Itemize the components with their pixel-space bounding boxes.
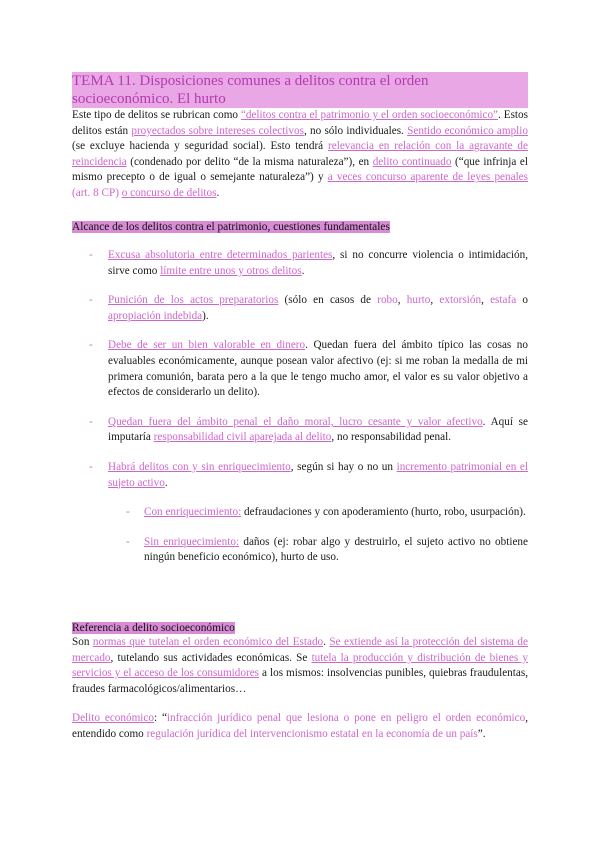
link-delito-economico[interactable]: Delito económico: [72, 712, 154, 725]
text: defraudaciones y con apoderamiento (hurto, robo, usurpación).: [241, 506, 526, 519]
text: , tutelando sus actividades económicas. Se: [110, 651, 312, 664]
link-dano-moral[interactable]: Quedan fuera del ámbito penal el daño moral, lucro cesante y valor afectivo: [108, 415, 483, 428]
text: , no sólo individuales.: [303, 124, 408, 137]
page-title: TEMA 11. Disposiciones comunes a delitos contra el orden socioeconómico. El hurto: [72, 72, 528, 108]
bullet-dash: -: [126, 535, 130, 548]
text: Son: [72, 636, 93, 648]
term-extorsion: extorsión: [439, 294, 482, 307]
section-heading: Alcance de los delitos contra el patrimonio, cuestiones fundamentales: [72, 221, 390, 233]
section-alcance: [72, 220, 528, 566]
bullet-dash: -: [89, 294, 93, 307]
link-incremento-patrimonial[interactable]: incremento patrimonial en el sujeto activo: [108, 460, 529, 489]
text: , si no concurre violencia o intimidación, sirve como: [108, 249, 528, 277]
text: (condenado por delito “de la misma naturaleza”), en: [126, 155, 373, 168]
link-sistema-mercado[interactable]: Se extiende así la protección del sistema de mercado: [72, 636, 528, 664]
list-item: [89, 338, 528, 400]
link-sin-enriquecimiento[interactable]: Sin enriquecimiento:: [144, 535, 240, 548]
text: .: [301, 264, 305, 277]
paragraph: [72, 635, 528, 697]
link-sentido-economico[interactable]: Sentido económico amplio: [407, 124, 528, 137]
text: ,: [481, 294, 491, 307]
term-robo: robo: [377, 294, 398, 307]
bullet-dash: -: [126, 506, 130, 519]
link-intereses-colectivos[interactable]: proyectados sobre intereses colectivos: [131, 124, 304, 137]
text: (se excluye hacienda y seguridad social). Esto tendrá: [72, 140, 329, 153]
text: (sólo en casos de: [278, 294, 378, 307]
link-con-enriquecimiento[interactable]: Con enriquecimiento:: [144, 506, 242, 519]
term-estafa: estafa: [490, 294, 517, 307]
list-item: [89, 415, 528, 446]
text: . Aquí se imputaría: [108, 415, 528, 444]
link-excusa-absolutoria[interactable]: Excusa absolutoria entre determinados parientes: [108, 249, 333, 261]
link-delito-continuado[interactable]: delito continuado: [372, 155, 452, 168]
document-page: [72, 72, 529, 740]
text: ,: [430, 294, 440, 307]
section-heading: Referencia a delito socioeconómico: [72, 622, 235, 634]
link-apropiacion-indebida[interactable]: apropiación indebida: [108, 309, 203, 322]
list-item: [89, 293, 529, 324]
list-item: [89, 460, 529, 491]
sub-list-item: [126, 505, 528, 521]
text: .: [216, 186, 220, 199]
text: ,: [397, 294, 407, 307]
bullet-dash: -: [89, 339, 93, 352]
text: , no responsabilidad penal.: [331, 431, 451, 444]
text: daños (ej: robar algo y destruirlo, el sujeto activo no obtiene ningún beneficio económico), hurto de uso.: [144, 535, 528, 564]
link-concurso-delitos[interactable]: o concurso de delitos: [121, 186, 217, 199]
sub-list-item: [126, 535, 528, 566]
link-responsabilidad-civil[interactable]: responsabilidad civil aparejada al delito: [153, 431, 332, 444]
link-delitos-patrimonio[interactable]: “delitos contra el patrimonio y el orden socioeconómico”: [240, 109, 499, 121]
link-normas-orden-economico[interactable]: normas que tutelan el orden económico del Estado: [92, 636, 324, 648]
bullet-dash: -: [89, 249, 93, 261]
link-limite-delitos[interactable]: límite entre unos y otros delitos: [160, 264, 302, 277]
section-socioeconomico: [72, 621, 528, 743]
text: a los mismos: insolvencias punibles, quiebras fraudulentas, fraudes farmacológicos/alimentarios…: [72, 667, 528, 695]
text: , según si hay o no un: [290, 460, 397, 473]
text: , entendido como: [72, 712, 529, 740]
link-tutela-produccion[interactable]: tutela la producción y distribución de bienes y servicios y el acceso de los consumidores: [72, 651, 528, 680]
bullet-dash: -: [89, 415, 93, 428]
text: Este tipo de delitos se rubrican como: [72, 109, 241, 121]
text: ”.: [477, 727, 486, 740]
link-enriquecimiento[interactable]: Habrá delitos con y sin enriquecimiento: [108, 460, 291, 473]
text: ).: [202, 309, 209, 322]
text: o: [516, 294, 529, 307]
definition-text: regulación jurídica del intervencionismo estatal en la economía de un país: [146, 727, 478, 740]
link-actos-preparatorios[interactable]: Punición de los actos preparatorios: [108, 294, 279, 307]
text: . Estos delitos están: [72, 109, 528, 137]
paragraph: [72, 711, 528, 742]
link-concurso-aparente[interactable]: a veces concurso aparente de leyes penales: [327, 171, 528, 184]
text: . Quedan fuera del ámbito típico las cosas no evaluables económicamente, aunque posean valor afectivo (ej: si me roban la medalla de mi primera comunión, barata pero a la que le tengo mucho amor, el valor es su valor objetivo a efectos de considerarlo un delito).: [108, 339, 528, 399]
link-bien-valorable[interactable]: Debe de ser un bien valorable en dinero: [108, 339, 306, 352]
list-item: [89, 248, 528, 279]
text: .: [164, 476, 168, 489]
definition-text: infracción jurídico penal que lesiona o pone en peligro el orden económico: [166, 712, 526, 725]
text: .: [323, 636, 330, 648]
intro-paragraph: [72, 108, 528, 202]
article-ref: (art. 8 CP): [72, 186, 119, 199]
term-hurto: hurto: [406, 294, 431, 307]
text: (“que infrinja el mismo precepto o de igual o semejante naturaleza”) y: [72, 155, 528, 184]
bullet-dash: -: [89, 460, 93, 473]
link-reincidencia[interactable]: relevancia en relación con la agravante de reincidencia: [72, 140, 528, 168]
text: : “: [153, 712, 167, 725]
